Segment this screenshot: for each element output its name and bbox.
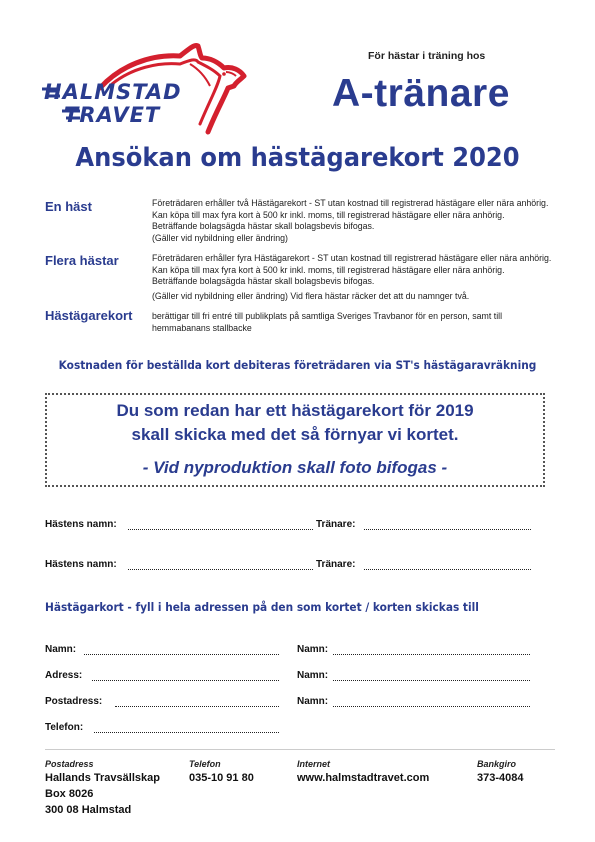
info-desc-flera-hastar [152, 253, 552, 302]
notice-line-2: skall skicka med det så förnyar vi kortet. [131, 425, 459, 444]
footer-divider [45, 749, 555, 750]
footer-telefon-heading: Telefon [189, 759, 221, 769]
name-label: Namn: [45, 644, 77, 655]
footer-address-line: 300 08 Halmstad [45, 804, 132, 816]
horse-name-field-2[interactable] [128, 569, 313, 570]
info-note: (Gäller vid nybildning eller ändring) Vid flera hästar räcker det att du namnger två. [152, 290, 470, 301]
info-label-flera-hastar: Flera hästar [45, 253, 119, 268]
info-text: Företrädaren erhåller fyra Hästägarekort - ST utan kostnad till registrerad hästägare eller nära anhörig. Kan köpa till max fyra kort à 500 kr inkl. moms, till registrerad hästägare eller nära anhörig. Beträffande bolagsägda hästar skall bolagsbevis bifogas. [152, 253, 552, 287]
name-field-left[interactable] [84, 654, 279, 655]
footer-telefon: 035-10 91 80 [189, 772, 254, 784]
info-desc-en-hast [152, 198, 552, 244]
cost-notice: Kostnaden för beställda kort debiteras företrädaren via ST's hästägaravräkning [58, 358, 537, 372]
postal-field-left[interactable] [115, 706, 279, 707]
footer-postadress [45, 770, 160, 818]
info-text: Företrädaren erhåller två Hästägarekort - ST utan kostnad till registrerad hästägare eller nära anhörig. Kan köpa till max fyra kort à 500 kr inkl. moms, till registrerad hästägare eller nära anhörig. Beträffande bolagsägda hästar skall bolagsbevis bifogas. [152, 198, 549, 232]
horse-name-label: Hästens namn: [45, 519, 117, 530]
info-label-en-hast: En häst [45, 199, 92, 214]
name-field-right-2[interactable] [333, 680, 530, 681]
footer-bankgiro: 373-4084 [477, 772, 524, 784]
info-note: (Gäller vid nybildning eller ändring) [152, 232, 288, 243]
logo-wordmark-line1: HALMSTAD [44, 80, 182, 104]
trainer-name: A-tränare [332, 72, 510, 115]
phone-field[interactable] [94, 732, 279, 733]
logo-wordmark-line2: TRAVET [64, 103, 161, 127]
trainer-label: Tränare: [316, 559, 356, 570]
trainer-label: Tränare: [316, 519, 356, 530]
footer-bankgiro-heading: Bankgiro [477, 759, 517, 769]
horse-name-label: Hästens namn: [45, 559, 117, 570]
horse-name-field-1[interactable] [128, 529, 313, 530]
name-field-right-1[interactable] [333, 654, 530, 655]
phone-label: Telefon: [45, 722, 84, 733]
name-label: Namn: [297, 670, 329, 681]
footer-website-link[interactable]: www.halmstadtravet.com [297, 772, 430, 784]
info-label-hastagarekort: Hästägarekort [45, 308, 133, 323]
postal-label: Postadress: [45, 696, 103, 707]
name-label: Namn: [297, 696, 329, 707]
notice-line-1: Du som redan har ett hästägarekort för 2019 [116, 401, 474, 420]
address-field-left[interactable] [92, 680, 279, 681]
card-address-heading: Hästägarkort - fyll i hela adressen på den som kortet / korten skickas till [45, 600, 479, 614]
footer-internet-heading: Internet [297, 759, 331, 769]
name-label: Namn: [297, 644, 329, 655]
page-title: Ansökan om hästägarekort 2020 [75, 143, 520, 173]
training-subtitle: För hästar i träning hos [368, 50, 486, 62]
footer-address-line: Hallands Travsällskap [45, 772, 160, 784]
trainer-field-1[interactable] [364, 529, 531, 530]
name-field-right-3[interactable] [333, 706, 530, 707]
notice-line-3: - Vid nyproduktion skall foto bifogas - [142, 458, 448, 477]
address-label: Adress: [45, 670, 83, 681]
info-desc-hastagarekort: berättigar till fri entré till publikplats på samtliga Sveriges Travbanor för en person, samt till hemmabanans stallbacke [152, 311, 503, 333]
trainer-field-2[interactable] [364, 569, 531, 570]
footer-postadress-heading: Postadress [45, 759, 94, 769]
footer-address-line: Box 8026 [45, 788, 94, 800]
